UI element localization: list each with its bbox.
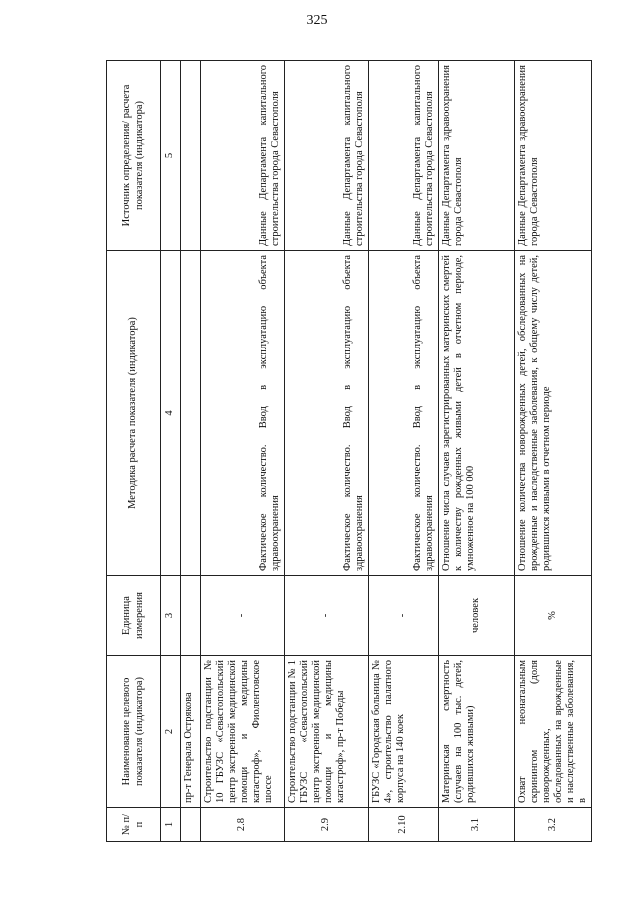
row-source: Данные Департамента здравоохранения города Севастополя xyxy=(515,61,592,251)
row-method: Фактическое количество. Ввод в эксплуатацию объекта здравоохранения xyxy=(285,251,369,576)
row-num: 2.9 xyxy=(285,808,369,842)
row-name: Охват неонатальным скринингом (доля новорожденных, обследованных на врожденные и наследственные заболевания, в xyxy=(515,656,592,808)
row-source: Данные Департамента капитального строительства города Севастополя xyxy=(285,61,369,251)
row-source: Данные Департамента капитального строительства города Севастополя xyxy=(369,61,439,251)
row-source xyxy=(181,61,201,251)
row-method: Отношение количества новорожденных детей, обследованных на врожденные и наследственные заболевания, к общему числу детей, родившихся живыми в отчетном периоде xyxy=(515,251,592,576)
row-name: Строительство подстанции № 10 ГБУЗС «Севастопольский центр экстренной медицинской помощи и медицины катастроф», Фиолентовское шоссе xyxy=(201,656,285,808)
table-row xyxy=(201,61,285,842)
header-unit: Единица измерения xyxy=(107,576,161,656)
rotated-table-wrapper xyxy=(106,61,589,842)
header-num: № п/п xyxy=(107,808,161,842)
header-source: Источник определения/ расчета показателя (индикатора) xyxy=(107,61,161,251)
index-cell: 4 xyxy=(161,251,181,576)
row-name: пр-т Генерала Острякова xyxy=(181,656,201,808)
index-cell: 3 xyxy=(161,576,181,656)
table-row xyxy=(439,61,515,842)
page-number: 325 xyxy=(306,13,328,28)
index-row xyxy=(161,61,181,842)
indicators-table xyxy=(106,60,592,842)
row-num xyxy=(181,808,201,842)
table-row xyxy=(515,61,592,842)
table-row xyxy=(285,61,369,842)
header-name: Наименование целевого показателя (индикатора) xyxy=(107,656,161,808)
row-source: Данные Департамента здравоохранения города Севастополя xyxy=(439,61,515,251)
row-method: Отношение числа случаев зарегистрированных материнских смертей к количеству рожденных живыми детей в отчетном периоде, умноженное на 100 000 xyxy=(439,251,515,576)
row-num: 2.8 xyxy=(201,808,285,842)
row-name: ГБУЗС «Городская больница № 4», строительство палатного корпуса на 140 коек xyxy=(369,656,439,808)
table-row xyxy=(369,61,439,842)
row-unit: - xyxy=(285,576,369,656)
row-method: Фактическое количество. Ввод в эксплуатацию объекта здравоохранения xyxy=(369,251,439,576)
row-num: 2.10 xyxy=(369,808,439,842)
row-source: Данные Департамента капитального строительства города Севастополя xyxy=(201,61,285,251)
row-unit: - xyxy=(201,576,285,656)
row-unit xyxy=(181,576,201,656)
row-name: Строительство подстанции № 1 ГБУЗС «Севастопольский центр экстренной медицинской помощи и медицины катастроф», пр-т Победы xyxy=(285,656,369,808)
table-row xyxy=(181,61,201,842)
row-unit: человек xyxy=(439,576,515,656)
row-num: 3.1 xyxy=(439,808,515,842)
row-method xyxy=(181,251,201,576)
row-method: Фактическое количество. Ввод в эксплуатацию объекта здравоохранения xyxy=(201,251,285,576)
header-row xyxy=(107,61,161,842)
index-cell: 2 xyxy=(161,656,181,808)
index-cell: 1 xyxy=(161,808,181,842)
row-name: Материнская смертность (случаев на 100 тыс. детей, родившихся живыми) xyxy=(439,656,515,808)
row-unit: - xyxy=(369,576,439,656)
index-cell: 5 xyxy=(161,61,181,251)
row-num: 3.2 xyxy=(515,808,592,842)
row-unit: % xyxy=(515,576,592,656)
header-method: Методика расчета показателя (индикатора) xyxy=(107,251,161,576)
